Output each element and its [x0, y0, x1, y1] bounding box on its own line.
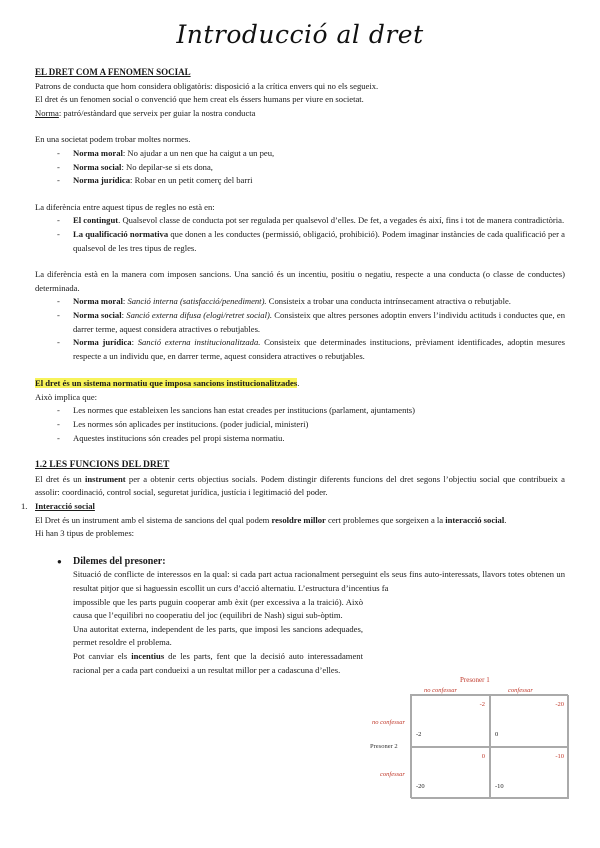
list-item: - Norma social: No depilar-se si ets dona, — [57, 161, 565, 175]
matrix-cell: -2 -2 — [411, 695, 490, 747]
paragraph: La diferència entre aquest tipus de regles no està en: — [35, 201, 215, 212]
diff1-list — [57, 214, 565, 255]
list-item: - Les normes que estableixen les sancions han estat creades per institucions (parlament, ajuntaments) — [57, 404, 565, 418]
list-item: - Norma moral: No ajudar a un nen que ha caigut a un peu, — [57, 147, 565, 161]
column-header: no confessar — [424, 687, 458, 694]
norma-text: : patró/estàndard que serveix per guiar la nostra conducta — [58, 107, 256, 118]
payoff-matrix — [370, 674, 570, 802]
dilema-heading: ● Dilemes del presoner: — [57, 555, 565, 569]
paragraph: En una societat podem trobar moltes normes. — [35, 134, 191, 145]
section-heading-2: 1.2 LES FUNCIONS DEL DRET — [35, 460, 170, 471]
matrix-cell: 0 -20 — [411, 747, 490, 799]
paragraph: El dret és un fenomen social o convenció que hem creat els éssers humans per viure en societat. — [35, 94, 364, 105]
list-item: - La qualificació normativa que donen a les conductes (permissió, obligació, prohibició). Podem imaginar instàncies de cada qualificació per a qualsevol de les tres tipus de regles. — [57, 228, 565, 255]
numbered-heading: 1. Interacció social — [21, 501, 95, 512]
player1-label: Presoner 1 — [460, 676, 490, 684]
paragraph — [35, 107, 565, 121]
list-item: - Norma jurídica: Robar en un petit comerç del barri — [57, 174, 565, 188]
paragraph: Patrons de conducta que hom considera obligatòris: disposició a la crítica envers qui no els segueix. — [35, 80, 379, 91]
diff2-list — [57, 295, 565, 363]
paragraph: El Dret és un instrument amb el sistema de sancions del qual podem resoldre millor cert problemes que sorgeixen a la interacció social. — [35, 514, 507, 525]
paragraph: Això implica que: — [35, 391, 98, 402]
highlight-sentence: El dret és un sistema normatiu que imposa sancions institucionalitzades. — [35, 378, 300, 389]
list-item: - Les normes són aplicades per institucions. (poder judicial, ministeri) — [57, 418, 565, 432]
list-item: - El contingut. Qualsevol classe de conducta pot ser regulada per qualsevol d’elles. De fet, a vegades és així, fins i tot de manera contradictòria. — [57, 214, 565, 228]
paragraph: Una autoritat externa, independent de les parts, que imposi les sancions adequades, permet resoldre el problema. — [73, 623, 363, 648]
document-body — [21, 66, 565, 677]
normes-list — [57, 147, 565, 188]
row-header: confessar — [380, 771, 405, 778]
matrix-cell: -20 0 — [490, 695, 569, 747]
matrix-grid — [410, 694, 568, 798]
paragraph: Situació de conflicte de interessos en la qual: si cada part actua racionalment perseguint els seus fins auto-interessats, llavors totes obtenen un resultat pitjor que si haguessin escollit un curs d’acció alternatiu. L’estructura d’incentius fa — [73, 569, 565, 593]
paragraph: El dret és un instrument per a obtenir certs objectius socials. Podem distingir diferents funcions del dret segons l’objectiu social que contribueix a assolir: coordinació, control social, seguretat jurídica, justícia i legitimació del poder. — [35, 473, 565, 498]
page-title: Introducció al dret — [176, 20, 424, 49]
section-heading-1: EL DRET COM A FENOMEN SOCIAL — [35, 67, 191, 77]
list-item: - Norma jurídica: Sanció externa institucionalitzada. Consisteix que determinades institucions, prèviament identificades, adoptin mesures respecte a un individu que, en darrer terme, aquest considera atractives o rebutjables. — [57, 336, 565, 363]
dilema-body — [73, 568, 565, 677]
list-item: - Norma moral: Sanció interna (satisfacció/penediment). Consisteix a trobar una conducta intrínsecament atractiva o rebutjable. — [57, 295, 565, 309]
list-item: - Norma social: Sanció externa difusa (elogi/retret social). Consisteix que altres persones adoptin envers l’individu actituds i conductes que, en darrer terme, aquest considera atractives o rebutjables. — [57, 309, 565, 336]
player2-label: Presoner 2 — [370, 743, 398, 750]
paragraph: Hi han 3 tipus de problemes: — [35, 528, 135, 539]
column-header: confessar — [508, 687, 533, 694]
list-item: - Aquestes institucions són creades pel propi sistema normatiu. — [57, 432, 565, 446]
row-header: no confessar — [372, 719, 406, 726]
paragraph: La diferència està en la manera com imposen sancions. Una sanció és un incentiu, positiu o negatiu, respecte a una conducta (o classe de conductes) determinada. — [35, 269, 565, 293]
paragraph: Pot canviar els incentius de les parts, fent que la decisió auto interessadament racional per a cada part condueixi a un resultat millor per a cadascuna d’elles. — [73, 650, 363, 675]
paragraph: impossible que les parts puguin cooperar amb èxit (per excessiva a la traició). Això causa que l’equilibri no cooperatiu del joc (equilibri de Nash) sigui sub-òptim. — [73, 596, 363, 621]
matrix-cell: -10 -10 — [490, 747, 569, 799]
implica-list — [57, 404, 565, 445]
norma-label: Norma — [35, 107, 59, 118]
